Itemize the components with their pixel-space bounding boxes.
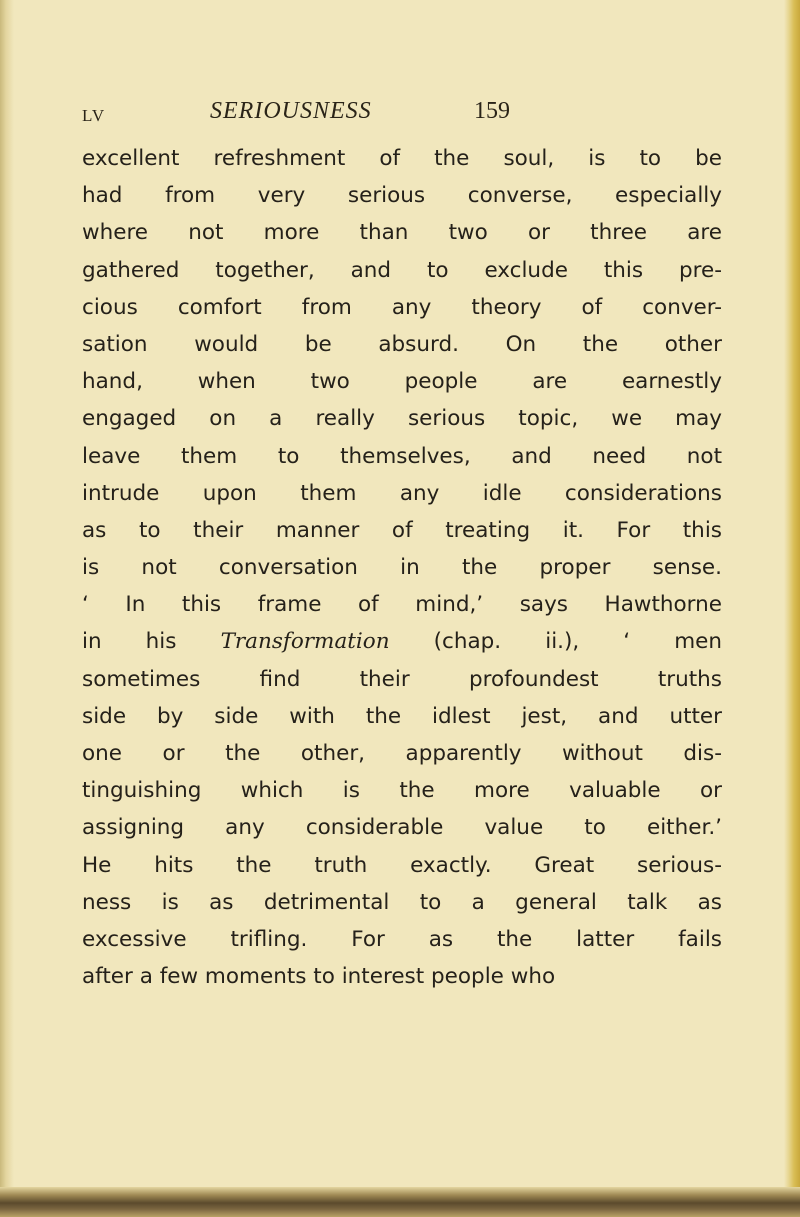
- text-line: after a few moments to interest people who: [82, 964, 556, 990]
- text-line: hand, when two people are earnestly: [82, 369, 722, 395]
- text-line: as to their manner of treating it. For this: [82, 517, 722, 543]
- text-line: where not more than two or three are: [82, 220, 722, 246]
- text-line: [82, 623, 722, 660]
- text-line: He hits the truth exactly. Great serious-: [82, 852, 722, 878]
- text-line: excellent refreshment of the soul, is to be: [82, 146, 722, 171]
- text-line: cious comfort from any theory of conver-: [82, 294, 722, 320]
- text-line: engaged on a really serious topic, we may: [82, 406, 722, 432]
- running-header: [82, 96, 722, 136]
- text-line: one or the other, apparently without dis-: [82, 741, 722, 766]
- body-text: [82, 140, 722, 995]
- text-line: sation would be absurd. On the other: [82, 331, 722, 357]
- text-line: tinguishing which is the more valuable or: [82, 778, 722, 804]
- text-line: excessive trifling. For as the latter fails: [82, 926, 722, 952]
- text-segment: in his: [82, 629, 221, 655]
- page-edge: [784, 0, 800, 1217]
- text-line: had from very serious converse, especially: [82, 183, 722, 209]
- chapter-number: LV: [82, 106, 106, 125]
- text-line: is not conversation in the proper sense.: [82, 555, 722, 581]
- text-line: side by side with the idlest jest, and utter: [82, 703, 722, 729]
- book-title: Transformation: [220, 629, 390, 655]
- running-title: SERIOUSNESS: [210, 98, 372, 124]
- text-line: sometimes find their profoundest truths: [82, 666, 722, 692]
- text-line: intrude upon them any idle considerations: [82, 480, 722, 506]
- page-number: 159: [474, 98, 510, 124]
- text-line: leave them to themselves, and need not: [82, 443, 722, 469]
- page-bottom-edge: [0, 1187, 800, 1217]
- text-segment: (chap. ii.), ‘ men: [389, 629, 723, 655]
- text-line: gathered together, and to exclude this pre-: [82, 257, 722, 283]
- text-line: ‘ In this frame of mind,’ says Hawthorne: [82, 592, 722, 618]
- text-line: assigning any considerable value to either.’: [82, 815, 722, 841]
- text-line: ness is as detrimental to a general talk as: [82, 889, 722, 915]
- gutter-shadow: [0, 0, 14, 1217]
